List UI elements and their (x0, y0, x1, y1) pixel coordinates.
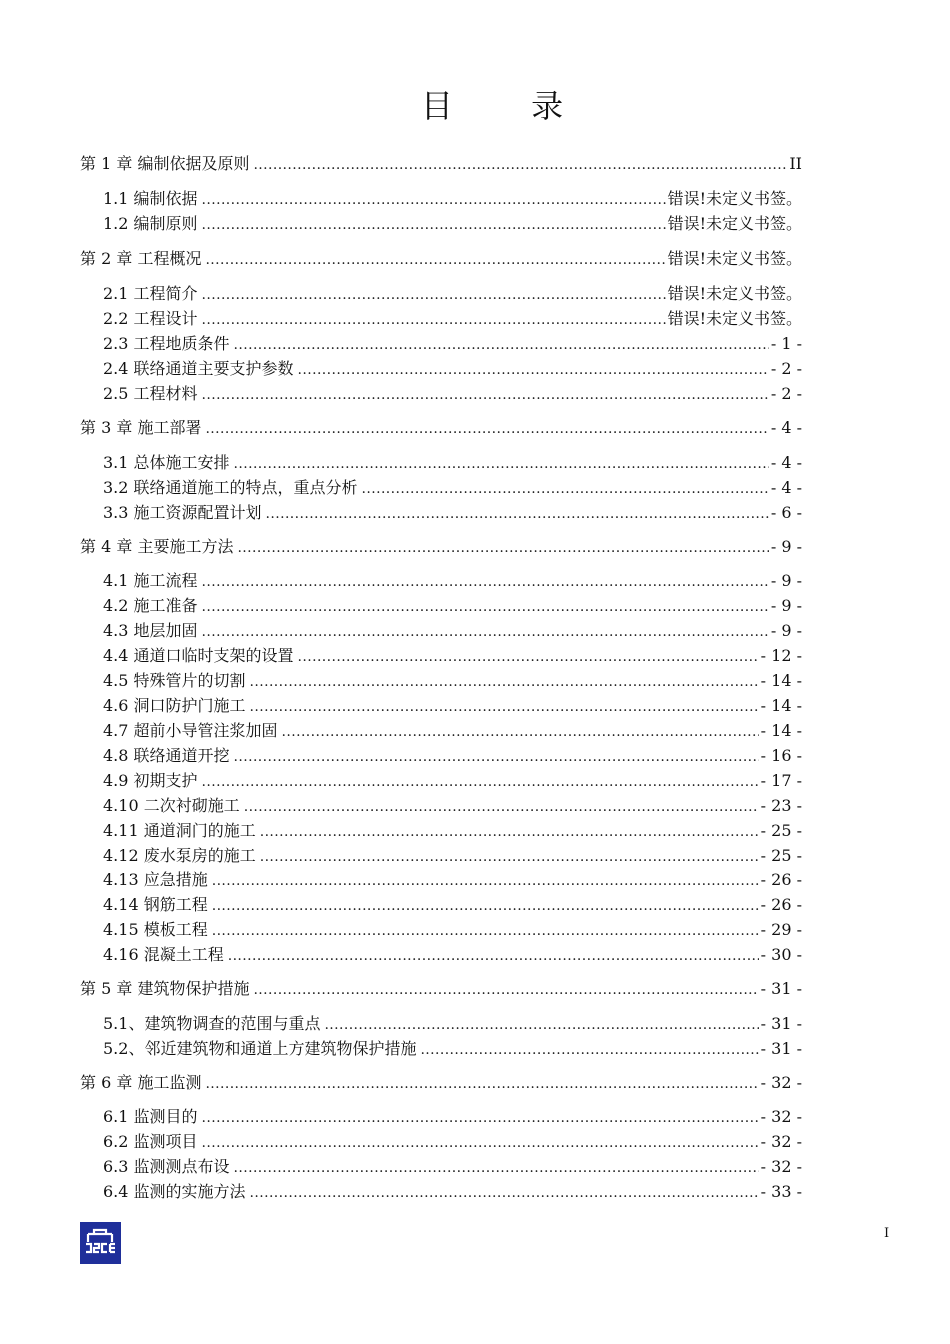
toc-chapter-entry[interactable] (80, 150, 802, 174)
toc-entry-page: - 4 - (770, 418, 802, 437)
toc-entry-page: 错误!未定义书签。 (667, 249, 802, 268)
dot-leader (202, 286, 666, 304)
toc-entry-page: - 30 - (760, 945, 802, 964)
toc-section-entry[interactable] (103, 941, 802, 965)
dot-leader (244, 798, 759, 816)
dot-leader (202, 623, 769, 641)
toc-entry-page: - 33 - (760, 1182, 802, 1201)
toc-section-entry[interactable] (103, 916, 802, 940)
toc-entry-label: 4.8 联络通道开挖 (103, 746, 230, 765)
toc-section-entry[interactable] (103, 842, 802, 866)
toc-section-entry[interactable] (103, 667, 802, 691)
toc-entry-page: - 16 - (760, 746, 802, 765)
toc-section-entry[interactable] (103, 792, 802, 816)
dot-leader (202, 216, 666, 234)
dot-leader (237, 539, 768, 557)
toc-section-entry[interactable] (103, 1153, 802, 1177)
toc-entry-page: - 32 - (760, 1073, 802, 1092)
toc-section-entry[interactable] (103, 355, 802, 379)
toc-entry-label: 4.3 地层加固 (103, 621, 198, 640)
toc-entry-label: 第 3 章 施工部署 (80, 418, 202, 437)
toc-entry-label: 3.1 总体施工安排 (103, 453, 230, 472)
toc-section-entry[interactable] (103, 717, 802, 741)
toc-entry-page: - 9 - (770, 621, 802, 640)
toc-chapter-entry[interactable] (80, 414, 802, 438)
toc-section-entry[interactable] (103, 499, 802, 523)
toc-entry-page: 错误!未定义书签。 (667, 309, 802, 328)
toc-entry-label: 4.14 钢筋工程 (103, 895, 208, 914)
toc-section-entry[interactable] (103, 1178, 802, 1202)
toc-section-entry[interactable] (103, 449, 802, 473)
toc-entry-label: 2.4 联络通道主要支护参数 (103, 359, 294, 378)
toc-entry-label: 4.15 模板工程 (103, 920, 208, 939)
toc-entry-label: 3.2 联络通道施工的特点，重点分析 (103, 478, 358, 497)
page-title: 目 录 (420, 87, 598, 125)
toc-section-entry[interactable] (103, 380, 802, 404)
dot-leader (205, 420, 768, 438)
dot-leader (202, 311, 666, 329)
toc-entry-label: 5.2、邻近建筑物和通道上方建筑物保护措施 (103, 1039, 417, 1058)
toc-entry-page: - 32 - (760, 1157, 802, 1176)
dot-leader (202, 191, 666, 209)
toc-section-entry[interactable] (103, 185, 802, 209)
dot-leader (250, 1184, 759, 1202)
dot-leader (282, 723, 759, 741)
toc-section-entry[interactable] (103, 617, 802, 641)
toc-entry-page: - 2 - (770, 384, 802, 403)
toc-entry-label: 1.2 编制原则 (103, 214, 198, 233)
toc-entry-label: 5.1、建筑物调查的范围与重点 (103, 1014, 321, 1033)
toc-entry-page: - 14 - (760, 721, 802, 740)
dot-leader (212, 872, 759, 890)
toc-entry-page: - 14 - (760, 671, 802, 690)
toc-section-entry[interactable] (103, 1035, 802, 1059)
toc-entry-label: 6.4 监测的实施方法 (103, 1182, 246, 1201)
dot-leader (260, 823, 759, 841)
dot-leader (260, 848, 759, 866)
toc-entry-page: - 31 - (760, 979, 802, 998)
toc-section-entry[interactable] (103, 767, 802, 791)
toc-entry-label: 4.6 洞口防护门施工 (103, 696, 246, 715)
toc-entry-page: - 2 - (770, 359, 802, 378)
toc-entry-label: 4.10 二次衬砌施工 (103, 796, 240, 815)
toc-entry-page: - 9 - (770, 537, 802, 556)
toc-entry-page: 错误!未定义书签。 (667, 189, 802, 208)
dot-leader (324, 1016, 758, 1034)
toc-chapter-entry[interactable] (80, 533, 802, 557)
toc-entry-label: 2.5 工程材料 (103, 384, 198, 403)
toc-entry-label: 第 1 章 编制依据及原则 (80, 154, 250, 173)
dot-leader (228, 947, 759, 965)
dot-leader (234, 1159, 759, 1177)
toc-entry-label: 4.4 通道口临时支架的设置 (103, 646, 294, 665)
toc-entry-page: - 9 - (770, 571, 802, 590)
toc-section-entry[interactable] (103, 692, 802, 716)
cscec-logo-icon (80, 1222, 121, 1264)
dot-leader (266, 505, 769, 523)
dot-leader (202, 1134, 759, 1152)
toc-entry-label: 第 5 章 建筑物保护措施 (80, 979, 250, 998)
toc-entry-page: - 25 - (760, 846, 802, 865)
toc-entry-page: - 23 - (760, 796, 802, 815)
toc-section-entry[interactable] (103, 1103, 802, 1127)
toc-entry-page: - 4 - (770, 453, 802, 472)
dot-leader (234, 336, 769, 354)
toc-entry-page: - 26 - (760, 870, 802, 889)
toc-entry-page: - 31 - (760, 1039, 802, 1058)
dot-leader (298, 648, 759, 666)
toc-entry-page: - 12 - (760, 646, 802, 665)
toc-entry-label: 3.3 施工资源配置计划 (103, 503, 262, 522)
toc-section-entry[interactable] (103, 330, 802, 354)
toc-entry-page: - 6 - (770, 503, 802, 522)
toc-entry-page: - 1 - (770, 334, 802, 353)
toc-entry-label: 4.5 特殊管片的切割 (103, 671, 246, 690)
dot-leader (420, 1041, 758, 1059)
toc-entry-page: - 32 - (760, 1107, 802, 1126)
toc-section-entry[interactable] (103, 474, 802, 498)
toc-entry-label: 4.11 通道洞门的施工 (103, 821, 256, 840)
dot-leader (202, 1109, 759, 1127)
toc-entry-label: 6.3 监测测点布设 (103, 1157, 230, 1176)
toc-chapter-entry[interactable] (80, 975, 802, 999)
dot-leader (250, 673, 759, 691)
toc-entry-page: - 9 - (770, 596, 802, 615)
dot-leader (234, 748, 759, 766)
toc-section-entry[interactable] (103, 280, 802, 304)
toc-section-entry[interactable] (103, 1010, 802, 1034)
dot-leader (205, 1075, 758, 1093)
toc-section-entry[interactable] (103, 305, 802, 329)
toc-entry-page: 错误!未定义书签。 (667, 214, 802, 233)
toc-entry-page: - 17 - (760, 771, 802, 790)
toc-entry-label: 4.13 应急措施 (103, 870, 208, 889)
toc-entry-page: - 4 - (770, 478, 802, 497)
toc-entry-label: 6.2 监测项目 (103, 1132, 198, 1151)
toc-section-entry[interactable] (103, 592, 802, 616)
company-logo (80, 1222, 121, 1264)
toc-chapter-entry[interactable] (80, 1069, 802, 1093)
dot-leader (205, 251, 665, 269)
toc-entry-label: 4.9 初期支护 (103, 771, 198, 790)
dot-leader (253, 156, 787, 174)
toc-section-entry[interactable] (103, 742, 802, 766)
toc-chapter-entry[interactable] (80, 245, 802, 269)
dot-leader (202, 773, 759, 791)
toc-entry-label: 2.3 工程地质条件 (103, 334, 230, 353)
toc-entry-page: 错误!未定义书签。 (667, 284, 802, 303)
toc-section-entry[interactable] (103, 817, 802, 841)
toc-entry-label: 4.7 超前小导管注浆加固 (103, 721, 278, 740)
toc-entry-label: 4.1 施工流程 (103, 571, 198, 590)
toc-section-entry[interactable] (103, 210, 802, 234)
toc-entry-label: 4.12 废水泵房的施工 (103, 846, 256, 865)
toc-entry-page: II (789, 154, 802, 173)
dot-leader (250, 698, 759, 716)
dot-leader (234, 455, 769, 473)
toc-section-entry[interactable] (103, 567, 802, 591)
toc-entry-page: - 29 - (760, 920, 802, 939)
toc-entry-label: 4.16 混凝土工程 (103, 945, 224, 964)
toc-entry-page: - 32 - (760, 1132, 802, 1151)
toc-section-entry[interactable] (103, 866, 802, 890)
toc-entry-page: - 14 - (760, 696, 802, 715)
dot-leader (212, 897, 759, 915)
dot-leader (202, 573, 769, 591)
toc-entry-label: 6.1 监测目的 (103, 1107, 198, 1126)
toc-entry-label: 第 4 章 主要施工方法 (80, 537, 234, 556)
toc-entry-page: - 31 - (760, 1014, 802, 1033)
dot-leader (202, 598, 769, 616)
toc-entry-label: 2.2 工程设计 (103, 309, 198, 328)
toc-section-entry[interactable] (103, 642, 802, 666)
toc-entry-label: 2.1 工程简介 (103, 284, 198, 303)
toc-entry-label: 第 6 章 施工监测 (80, 1073, 202, 1092)
toc-entry-label: 4.2 施工准备 (103, 596, 198, 615)
dot-leader (212, 922, 759, 940)
dot-leader (202, 386, 769, 404)
toc-entry-label: 1.1 编制依据 (103, 189, 198, 208)
toc-entry-label: 第 2 章 工程概况 (80, 249, 202, 268)
toc-section-entry[interactable] (103, 891, 802, 915)
page-number: I (884, 1226, 890, 1241)
toc-entry-page: - 25 - (760, 821, 802, 840)
dot-leader (362, 480, 769, 498)
dot-leader (253, 981, 758, 999)
toc-section-entry[interactable] (103, 1128, 802, 1152)
dot-leader (298, 361, 769, 379)
toc-entry-page: - 26 - (760, 895, 802, 914)
